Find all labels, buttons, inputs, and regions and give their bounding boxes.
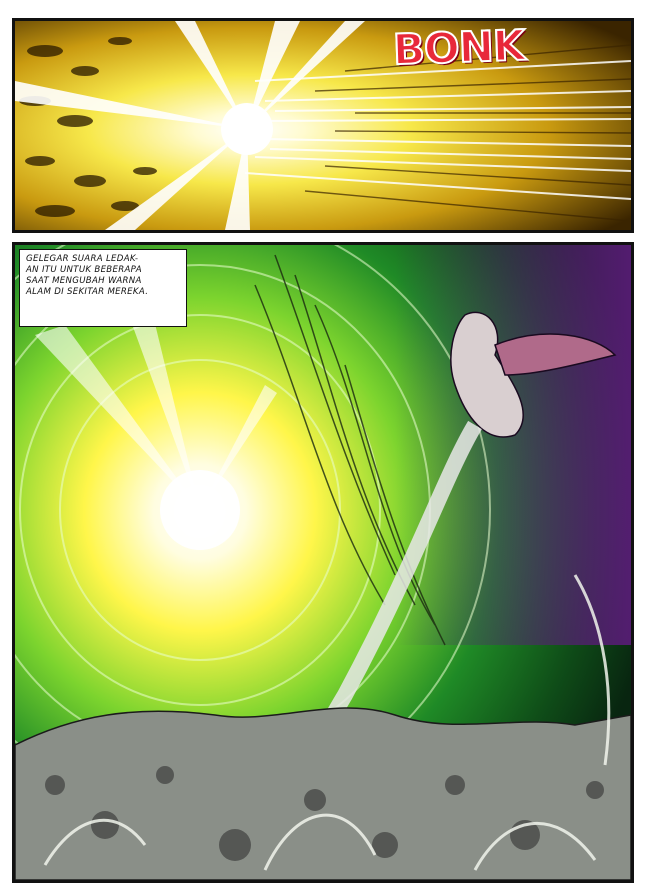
sound-effect-bonk: BONK — [392, 20, 526, 75]
explosion-burst-art — [15, 21, 631, 230]
glowing-orb-art — [15, 245, 631, 880]
caption-line: ALAM DI SEKITAR MEREKA. — [26, 287, 149, 297]
caption-line: AN ITU UNTUK BEBERAPA — [26, 265, 142, 275]
panel-explosion — [12, 18, 634, 233]
caption-line: GELEGAR SUARA LEDAK- — [26, 254, 139, 264]
panel-aura — [12, 242, 634, 883]
narration-caption — [19, 249, 187, 327]
caption-line: SAAT MENGUBAH WARNA — [26, 276, 142, 286]
